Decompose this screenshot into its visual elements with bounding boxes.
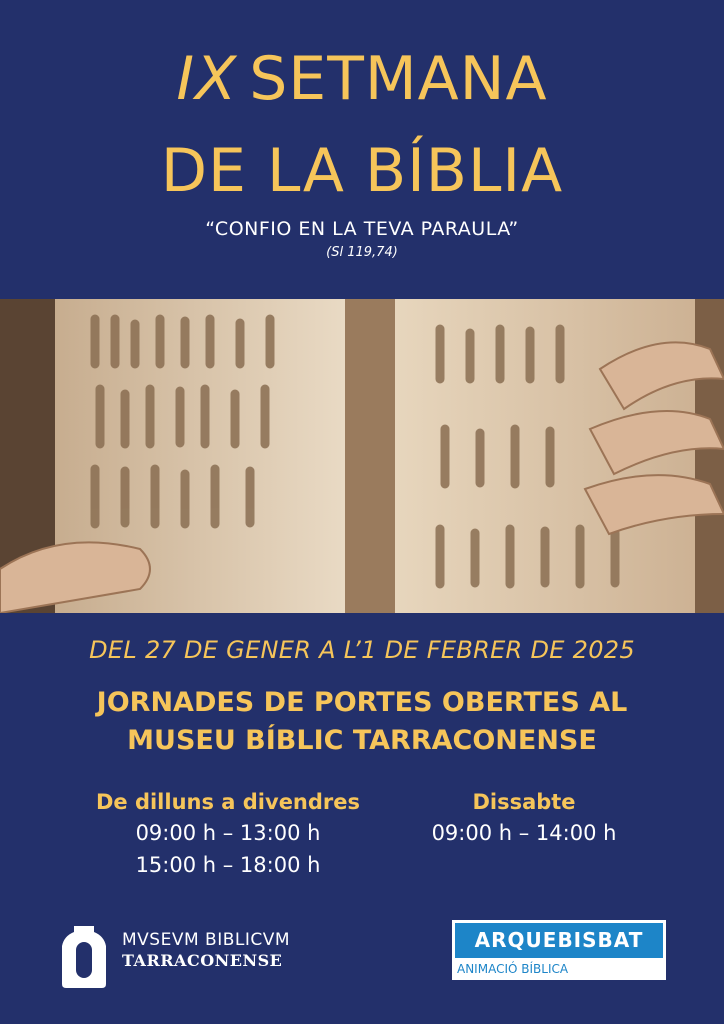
schedule-saturday-heading: Dissabte bbox=[472, 790, 576, 814]
museu-logo-line-2: TARRACONENSE bbox=[122, 951, 283, 970]
schedule-weekdays-heading: De dilluns a divendres bbox=[95, 790, 361, 814]
schedule-saturday-morning: 09:00 h – 14:00 h bbox=[431, 821, 617, 845]
museu-logo-line-1: MVSEVM BIBLICVM bbox=[122, 930, 291, 950]
title-word-setmana: SETMANA bbox=[249, 44, 548, 114]
museu-biblic-logo bbox=[60, 924, 320, 990]
psalm-reference: (Sl 119,74) bbox=[326, 245, 398, 260]
title-line-1 bbox=[0, 46, 724, 112]
schedule-saturday bbox=[392, 787, 656, 849]
schedule-weekdays-afternoon: 15:00 h – 18:00 h bbox=[135, 853, 321, 877]
event-line-1: JORNADES DE PORTES OBERTES AL bbox=[96, 687, 628, 718]
stone-inscription-photo bbox=[0, 299, 724, 613]
museum-jar-icon bbox=[60, 924, 108, 990]
arquebisbat-name: ARQUEBISBAT bbox=[455, 923, 663, 958]
event-description bbox=[0, 684, 724, 760]
motto: “CONFIO EN LA TEVA PARAULA” bbox=[205, 218, 519, 240]
stone-tablets-illustration bbox=[0, 299, 724, 613]
title-line-2: DE LA BÍBLIA bbox=[160, 136, 564, 206]
event-dates: DEL 27 DE GENER A L’1 DE FEBRER DE 2025 bbox=[89, 636, 635, 664]
title-roman-numeral: IX bbox=[176, 44, 238, 114]
arquebisbat-subtitle: ANIMACIÓ BÍBLICA bbox=[457, 962, 569, 976]
schedule-weekdays bbox=[80, 787, 376, 881]
event-line-2: MUSEU BÍBLIC TARRACONENSE bbox=[127, 725, 597, 756]
arquebisbat-logo bbox=[452, 920, 666, 980]
schedule-weekdays-morning: 09:00 h – 13:00 h bbox=[135, 821, 321, 845]
